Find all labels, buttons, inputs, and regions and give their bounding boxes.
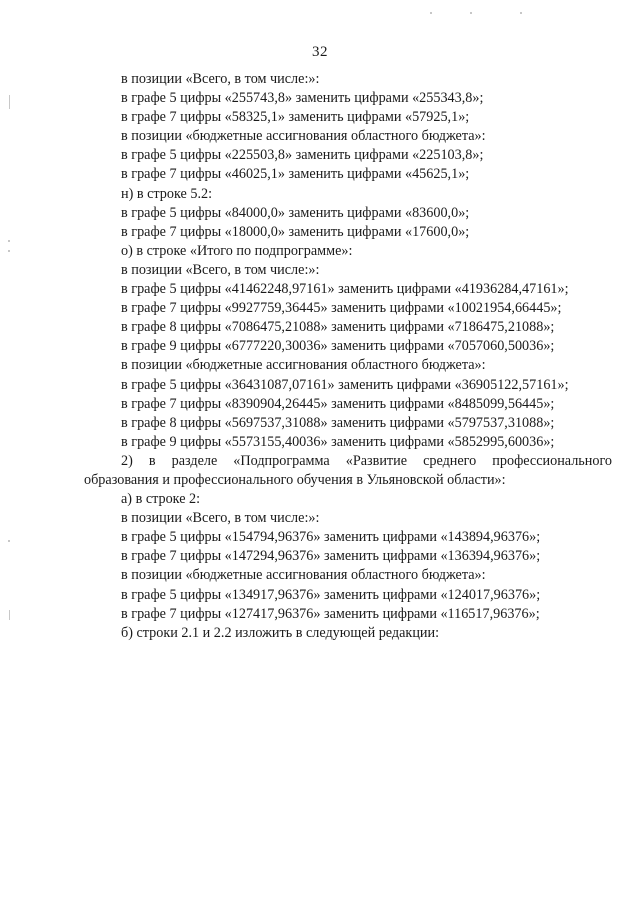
text-line: в позиции «бюджетные ассигнования областного бюджета»: [121,128,486,145]
scan-artifact [8,250,10,252]
text-line: в графе 7 цифры «8390904,26445» заменить цифрами «8485099,56445»; [121,395,555,412]
text-line: в позиции «Всего, в том числе:»: [121,510,320,527]
scan-artifact [9,610,10,620]
text-line: в графе 7 цифры «147294,96376» заменить цифрами «136394,96376»; [121,548,541,565]
text-line: в графе 7 цифры «58325,1» заменить цифрами «57925,1»; [121,109,470,126]
text-line: в графе 5 цифры «154794,96376» заменить цифрами «143894,96376»; [121,529,541,546]
text-line: в графе 8 цифры «5697537,31088» заменить цифрами «5797537,31088»; [121,414,555,431]
text-line: в графе 7 цифры «9927759,36445» заменить цифрами «10021954,66445»; [121,300,562,317]
text-line: в графе 5 цифры «36431087,07161» заменить цифрами «36905122,57161»; [121,376,569,393]
text-line: в графе 7 цифры «127417,96376» заменить цифрами «116517,96376»; [121,605,540,622]
text-line: в графе 9 цифры «5573155,40036» заменить цифрами «5852995,60036»; [121,433,555,450]
text-line: о) в строке «Итого по подпрограмме»: [121,242,353,259]
text-line: б) строки 2.1 и 2.2 изложить в следующей редакции: [121,624,440,641]
text-line: в позиции «бюджетные ассигнования областного бюджета»: [121,567,486,584]
text-line: в позиции «Всего, в том числе:»: [121,71,320,87]
scan-artifact [9,95,10,109]
text-line: в графе 7 цифры «46025,1» заменить цифрами «45625,1»; [121,166,470,183]
text-line: в графе 5 цифры «255743,8» заменить цифрами «255343,8»; [121,90,484,107]
text-line: в графе 5 цифры «225503,8» заменить цифрами «225103,8»; [121,147,484,164]
scan-artifact [520,12,522,14]
text-line: а) в строке 2: [121,491,201,508]
document-body [84,70,612,643]
text-line: в графе 5 цифры «84000,0» заменить цифрами «83600,0»; [121,204,470,221]
scan-artifact [8,540,10,542]
text-line: в графе 5 цифры «41462248,97161» заменить цифрами «41936284,47161»; [121,281,569,298]
text-line: в графе 9 цифры «6777220,30036» заменить цифрами «7057060,50036»; [121,338,555,355]
text-line: в графе 5 цифры «134917,96376» заменить цифрами «124017,96376»; [121,586,541,603]
scan-artifact [470,12,472,14]
text-line: в позиции «бюджетные ассигнования областного бюджета»: [121,357,486,374]
text-line: в графе 7 цифры «18000,0» заменить цифрами «17600,0»; [121,223,470,240]
scan-artifact [430,12,432,14]
text-line: н) в строке 5.2: [121,185,213,202]
section-paragraph: 2) в разделе «Подпрограмма «Развитие среднего профессионального образования и профессионального обучения в Ульяновской области»: [84,452,612,488]
scan-artifact [8,240,10,242]
text-line: в графе 8 цифры «7086475,21088» заменить цифрами «7186475,21088»; [121,319,555,336]
page-number: 32 [312,44,328,60]
text-line: в позиции «Всего, в том числе:»: [121,261,320,278]
